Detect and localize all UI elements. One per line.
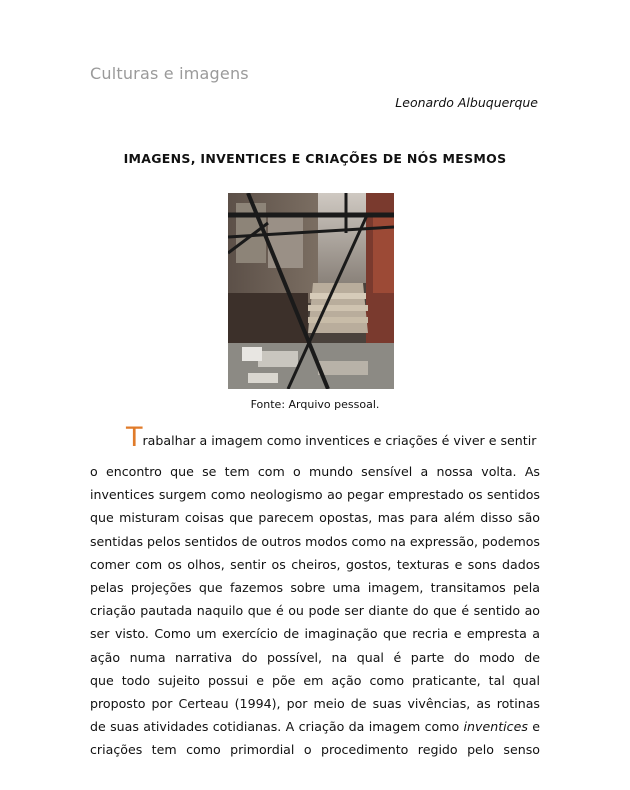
body-line: que misturam coisas que parecem opostas, mas para além disso são bbox=[90, 510, 540, 526]
body-line: que todo sujeito possui e põe em ação como praticante, tal qual bbox=[90, 672, 540, 688]
body-line: comer com os olhos, sentir os cheiros, gostos, texturas e sons dados bbox=[90, 556, 540, 572]
body-line: ação numa narrativa do possível, na qual é parte do modo de bbox=[90, 649, 540, 665]
body-text-segment: e bbox=[527, 719, 540, 735]
drop-cap: T bbox=[126, 422, 143, 453]
first-line-text: rabalhar a imagem como inventices e criações é viver e sentir bbox=[142, 433, 537, 448]
body-line: criações tem como primordial o procedimento regido pelo senso bbox=[90, 742, 540, 758]
first-paragraph-line bbox=[90, 416, 540, 460]
article-photo bbox=[228, 193, 394, 389]
photo-caption: Fonte: Arquivo pessoal. bbox=[250, 398, 380, 411]
body-line: proposto por Certeau (1994), por meio de suas vivências, as rotinas bbox=[90, 695, 540, 711]
stairway-photo-illustration bbox=[228, 193, 394, 389]
article-body bbox=[90, 416, 540, 761]
body-line: criação pautada naquilo que é ou pode ser diante do que é sentido ao bbox=[90, 603, 540, 619]
article-title: IMAGENS, INVENTICES E CRIAÇÕES DE NÓS MESMOS bbox=[123, 151, 507, 166]
body-line: ser visto. Como um exercício de imaginação que recria e empresta a bbox=[90, 626, 540, 642]
body-text-segment: de suas atividades cotidianas. A criação da imagem como bbox=[90, 719, 464, 735]
italic-term: inventices bbox=[463, 719, 528, 735]
running-header: Culturas e imagens bbox=[90, 64, 249, 83]
body-line: inventices surgem como neologismo ao pegar emprestado os sentidos bbox=[90, 487, 540, 503]
body-line-with-italic bbox=[90, 715, 540, 738]
body-line: pelas projeções que fazemos sobre uma imagem, transitamos pela bbox=[90, 579, 540, 595]
author-name: Leonardo Albuquerque bbox=[395, 95, 538, 110]
body-line: sentidas pelos sentidos de outros modos como na expressão, podemos bbox=[90, 533, 540, 549]
body-line: o encontro que se tem com o mundo sensível a nossa volta. As bbox=[90, 464, 540, 479]
